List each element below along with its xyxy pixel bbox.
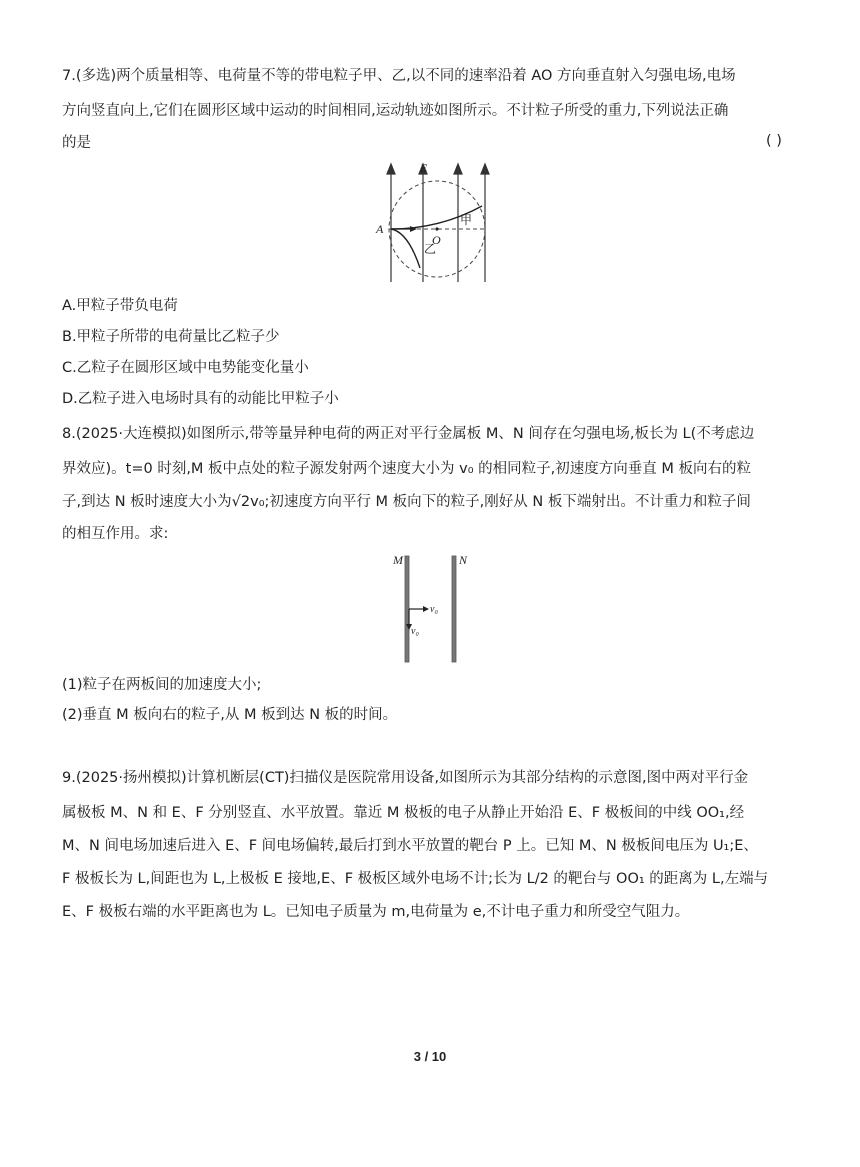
q8-part-2: (2)垂直 M 板向右的粒子,从 M 板到达 N 板的时间。 (62, 707, 398, 723)
q9-line-4: F 极板长为 L,间距也为 L,上极板 E 接地,E、F 极板区域外电场不计;长为 L/2 的靶台与 OO₁ 的距离为 L,左端与 (62, 871, 769, 887)
q7-option-a: A.甲粒子带负电荷 (62, 298, 178, 314)
q8-figure-plates (388, 550, 468, 666)
label-jia: 甲 (460, 213, 473, 227)
label-A: A (376, 222, 384, 236)
trajectory-yi (391, 229, 420, 268)
q8-line-4: 的相互作用。求: (62, 526, 169, 542)
q7-line-2: 方向竖直向上,它们在圆形区域中运动的时间相同,运动轨迹如图所示。不计粒子所受的重力,下列说法正确 (62, 103, 729, 119)
q9-line-1: 9.(2025·扬州模拟)计算机断层(CT)扫描仪是医院常用设备,如图所示为其部分结构的示意图,图中两对平行金 (62, 770, 749, 786)
q7-option-c: C.乙粒子在圆形区域中电势能变化量小 (62, 360, 309, 376)
page-number: 3 / 10 (413, 1049, 447, 1064)
label-E: E (420, 161, 428, 175)
label-M: M (393, 553, 403, 567)
q8-line-2: 界效应)。t=0 时刻,M 板中点处的粒子源发射两个速度大小为 v₀ 的相同粒子,初速度方向垂直 M 板向右的粒 (62, 461, 752, 477)
q7-figure-circle-field (370, 158, 500, 284)
q7-line-3: 的是 (62, 135, 91, 151)
q9-line-3: M、N 间电场加速后进入 E、F 间电场偏转,最后打到水平放置的靶台 P 上。已知 M、N 极板间电压为 U₁;E、 (62, 838, 758, 854)
q8-line-3: 子,到达 N 板时速度大小为√2v₀;初速度方向平行 M 板向下的粒子,刚好从 N 板下端射出。不计重力和粒子间 (62, 494, 751, 510)
label-O: O (432, 233, 441, 247)
q8-part-1: (1)粒子在两板间的加速度大小; (62, 677, 262, 693)
q8-line-1: 8.(2025·大连模拟)如图所示,带等量异种电荷的两正对平行金属板 M、N 间存在匀强电场,板长为 L(不考虑边 (62, 426, 755, 442)
plate-N (452, 556, 456, 662)
q7-answer-bracket: ( ) (766, 133, 782, 149)
q9-line-5: E、F 极板右端的水平距离也为 L。已知电子质量为 m,电荷量为 e,不计电子重力和所受空气阻力。 (62, 904, 690, 920)
label-N: N (459, 553, 468, 567)
q7-option-b: B.甲粒子所带的电荷量比乙粒子少 (62, 329, 280, 345)
label-v-down: v₀ (411, 626, 419, 637)
plate-M (405, 556, 409, 662)
q7-option-d: D.乙粒子进入电场时具有的动能比甲粒子小 (62, 391, 339, 407)
label-yi: 乙 (424, 242, 437, 256)
arrow-right-head (423, 606, 429, 612)
q9-line-2: 属极板 M、N 和 E、F 分别竖直、水平放置。靠近 M 极板的电子从静止开始沿 E、F 极板间的中线 OO₁,经 (62, 805, 745, 821)
q7-line-1: 7.(多选)两个质量相等、电荷量不等的带电粒子甲、乙,以不同的速率沿着 AO 方向垂直射入匀强电场,电场 (62, 68, 736, 84)
label-v-right: v₀ (430, 604, 438, 615)
